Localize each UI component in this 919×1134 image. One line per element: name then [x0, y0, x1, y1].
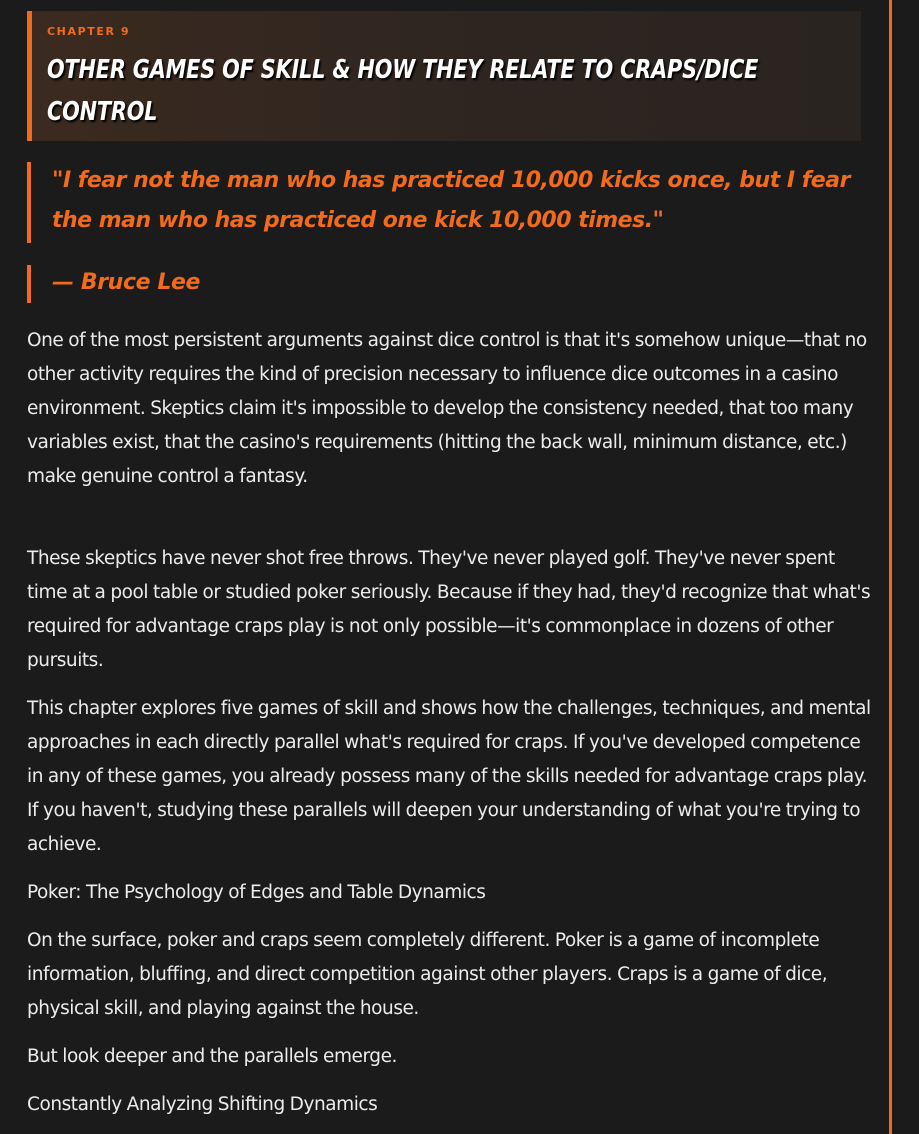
chapter-label: CHAPTER 9 [47, 25, 131, 38]
subsection-heading: Constantly Analyzing Shifting Dynamics [27, 1094, 378, 1115]
epigraph-quote-text: "I fear not the man who has practiced 10,000 kicks once, but I fear the man who has practiced one kick 10,000 times." [52, 168, 850, 233]
right-accent-rule [889, 0, 892, 1134]
chapter-title: OTHER GAMES OF SKILL & HOW THEY RELATE TO CRAPS/DICE CONTROL [47, 55, 759, 127]
body-paragraph: These skeptics have never shot free throws. They've never played golf. They've never spent time at a pool table or studied poker seriously. Because if they had, they'd recognize that what's required for advantage craps play is not only possible—it's commonplace in dozens of other pursuits. [27, 548, 871, 671]
body-paragraph: This chapter explores five games of skill and shows how the challenges, techniques, and mental approaches in each directly parallel what's required for craps. If you've developed competence in any of these games, you already possess many of the skills needed for advantage craps play. If you haven't, studying these parallels will deepen your understanding of what you're trying to achieve. [27, 698, 871, 855]
body-paragraph: On the surface, poker and craps seem completely different. Poker is a game of incomplete information, bluffing, and direct competition against other players. Craps is a game of dice, physical skill, and playing against the house. [27, 930, 828, 1019]
body-paragraph: But look deeper and the parallels emerge. [27, 1046, 397, 1067]
epigraph-attribution-text: — Bruce Lee [52, 270, 201, 295]
body-paragraph: One of the most persistent arguments against dice control is that it's somehow unique—that no other activity requires the kind of precision necessary to influence dice outcomes in a casino environment. Skeptics claim it's impossible to develop the consistency needed, that too many variables exist, that the casino's requirements (hitting the back wall, minimum distance, etc.) make genuine control a fantasy. [27, 330, 867, 487]
epigraph-attribution [27, 265, 200, 303]
epigraph-quote [27, 162, 861, 243]
section-heading-poker: Poker: The Psychology of Edges and Table Dynamics [27, 882, 486, 903]
chapter-header [27, 11, 861, 141]
